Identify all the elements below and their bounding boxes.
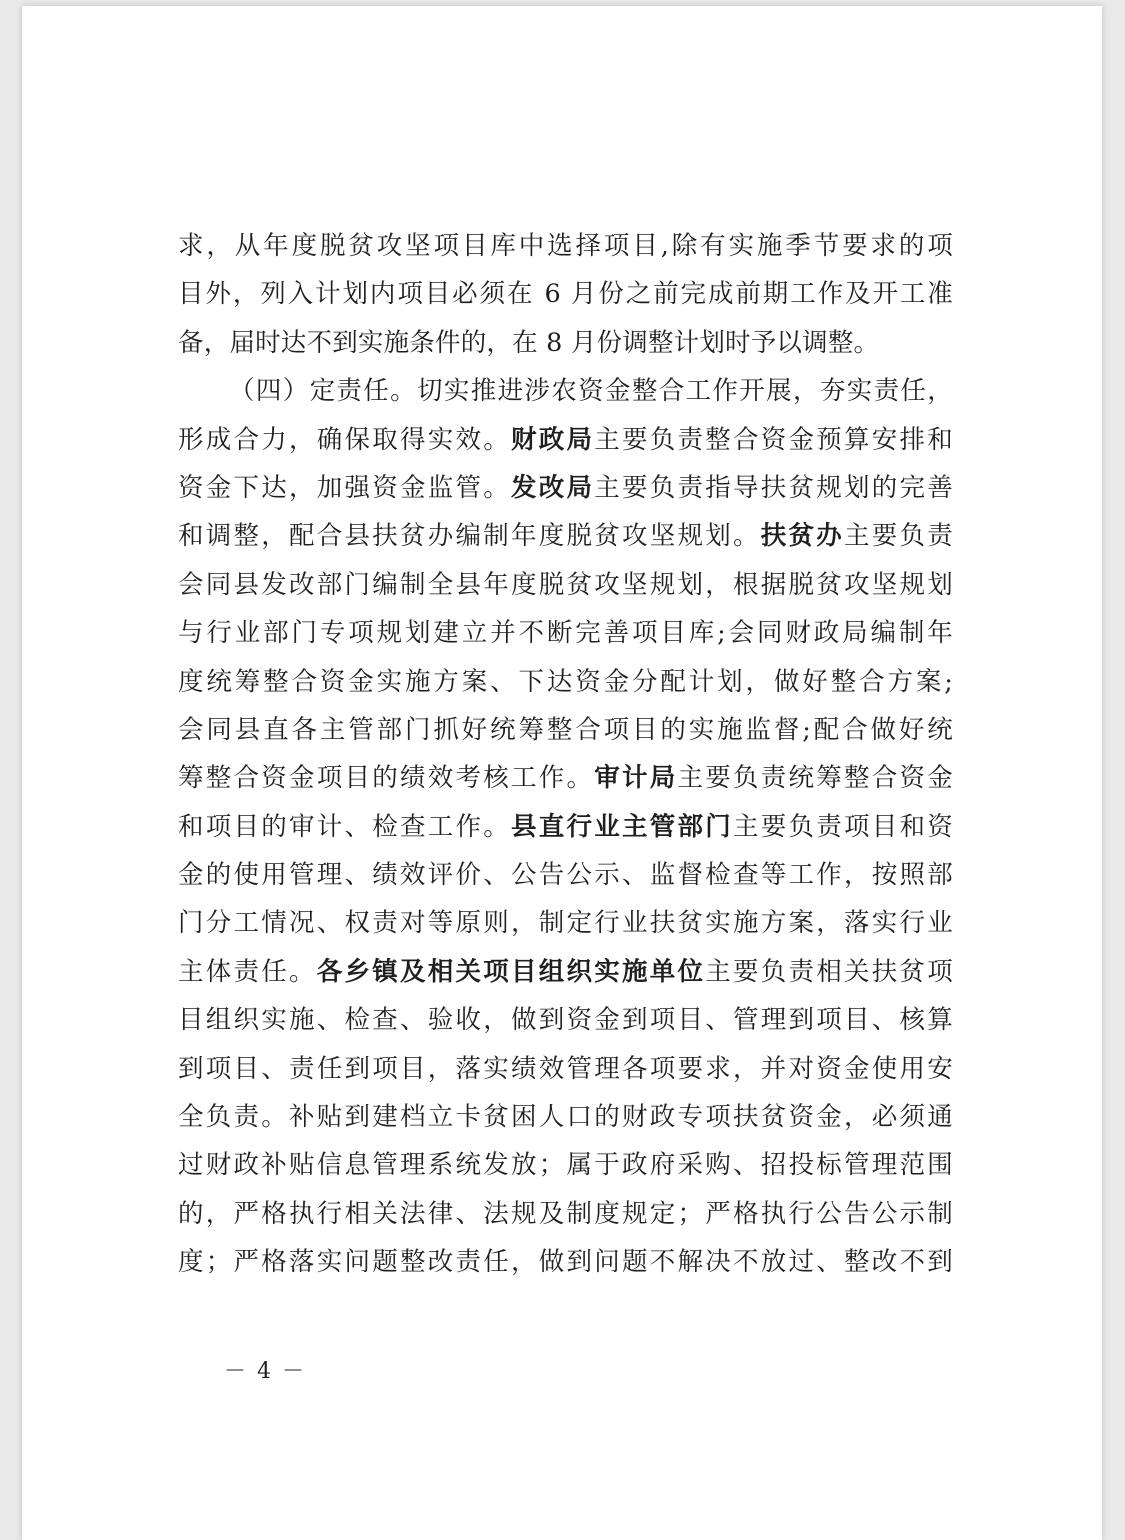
text-segment: 目外，列入计划内项目必须在 6 月份之前完成前期工作及开工准 [178,279,953,310]
text-line [178,754,953,802]
text-segment: 度统筹整合资金实施方案、下达资金分配计划，做好整合方案; [178,666,953,697]
bold-term: 扶贫办 [760,521,845,552]
text-line [178,996,953,1044]
text-line [178,1045,953,1093]
text-segment: 筹整合资金项目的绩效考核工作。 [178,763,595,794]
text-segment: 形成合力，确保取得实效。 [178,424,512,455]
text-segment: 与行业部门专项规划建立并不断完善项目库;会同财政局编制年 [178,618,953,649]
text-segment: 资金下达，加强资金监管。 [178,472,512,503]
text-segment: 会同县直各主管部门抓好统筹整合项目的实施监督;配合做好统 [178,714,953,745]
text-segment: 主要负责相关扶贫项 [705,956,953,987]
text-line [178,1190,953,1238]
bold-term: 审计局 [594,763,678,794]
text-line [178,270,953,318]
text-line [178,803,953,851]
text-line [178,706,953,754]
text-line [178,948,953,996]
text-segment: 度；严格落实问题整改责任，做到问题不解决不放过、整改不到 [178,1247,953,1278]
page-number: － 4 － [224,1359,306,1384]
text-segment: 金的使用管理、绩效评价、公告公示、监督检查等工作，按照部 [178,860,953,891]
text-line [178,1141,953,1189]
text-segment: 主要负责 [844,521,954,552]
text-segment: 的，严格执行相关法律、法规及制度规定；严格执行公告公示制 [178,1198,953,1229]
text-segment: 主体责任。 [178,956,317,987]
text-line [178,512,953,560]
text-line [178,561,953,609]
text-line [178,1238,953,1286]
text-line [178,464,953,512]
text-segment: 到项目、责任到项目，落实绩效管理各项要求，并对资金使用安 [178,1053,953,1084]
text-segment: 全负责。补贴到建档立卡贫困人口的财政专项扶贫资金，必须通 [178,1102,953,1133]
text-segment: 备，届时达不到实施条件的，在 8 月份调整计划时予以调整。 [178,327,880,358]
text-line [178,658,953,706]
text-segment: 主要负责指导扶贫规划的完善 [594,472,953,503]
text-segment: 目组织实施、检查、验收，做到资金到项目、管理到项目、核算 [178,1005,953,1036]
text-segment: 和项目的审计、检查工作。 [178,811,512,842]
bold-term: 各乡镇及相关项目组织实施单位 [316,956,706,987]
text-line [178,899,953,947]
text-line [178,851,953,899]
text-segment: 主要负责项目和资 [733,811,953,842]
text-line [178,416,953,464]
text-segment: 门分工情况、权责对等原则，制定行业扶贫实施方案，落实行业 [178,908,953,939]
text-segment: 求，从年度脱贫攻坚项目库中选择项目,除有实施季节要求的项 [178,231,953,261]
text-segment: （四）定责任。切实推进涉农资金整合工作开展，夯实责任， [229,376,953,407]
text-line [178,1093,953,1141]
text-line [178,222,953,270]
text-line [178,367,953,415]
text-segment: 会同县发改部门编制全县年度脱贫攻坚规划，根据脱贫攻坚规划 [178,569,953,600]
bold-term: 财政局 [511,424,595,455]
text-line [178,319,953,367]
document-body [178,222,953,1287]
text-line [178,609,953,657]
bold-term: 县直行业主管部门 [511,811,734,842]
bold-term: 发改局 [511,472,595,503]
text-segment: 主要负责整合资金预算安排和 [594,424,953,455]
text-segment: 和调整，配合县扶贫办编制年度脱贫攻坚规划。 [178,521,761,552]
text-segment: 过财政补贴信息管理系统发放；属于政府采购、招投标管理范围 [178,1150,953,1181]
text-segment: 主要负责统筹整合资金 [677,763,953,794]
